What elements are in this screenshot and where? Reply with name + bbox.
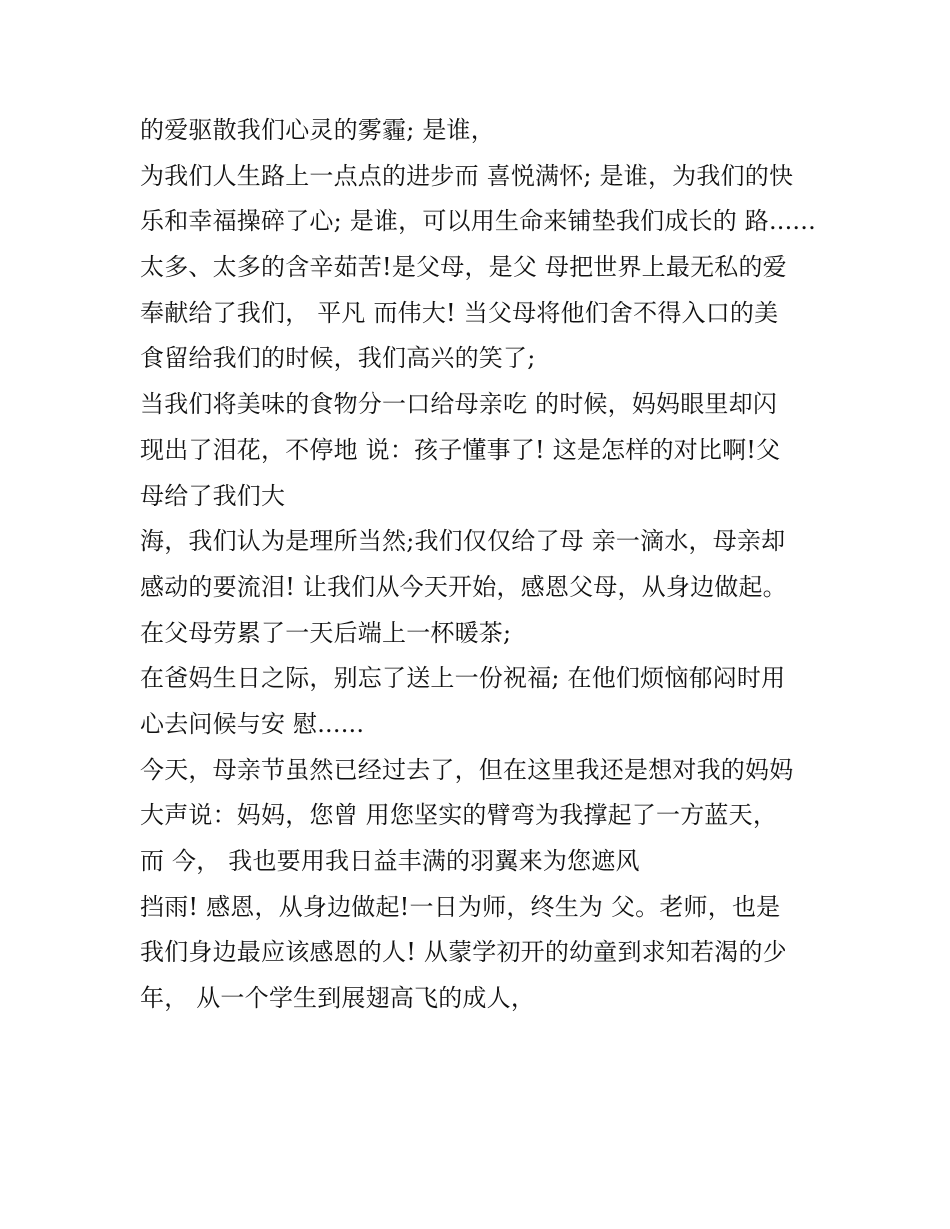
text-line: 年， 从一个学生到展翅高飞的成人， — [140, 984, 536, 1013]
text-line: 挡雨! 感恩，从身边做起!一日为师，终生为 父。老师，也是 — [140, 892, 781, 921]
text-line: 太多、太多的含辛茹苦!是父母，是父 母把世界上最无私的爱 — [140, 253, 787, 282]
text-line: 大声说：妈妈，您曾 用您坚实的臂弯为我撑起了一方蓝天， — [140, 801, 778, 830]
text-line: 为我们人生路上一点点的进步而 喜悦满怀; 是谁，为我们的快 — [140, 161, 794, 190]
text-line: 今天，母亲节虽然已经过去了，但在这里我还是想对我的妈妈 — [140, 755, 794, 784]
text-line: 食留给我们的时候，我们高兴的笑了; — [140, 344, 536, 373]
text-line: 海，我们认为是理所当然;我们仅仅给了母 亲一滴水，母亲却 — [140, 527, 786, 556]
text-line: 乐和幸福操碎了心; 是谁，可以用生命来铺垫我们成长的 路...... — [140, 207, 816, 236]
text-line: 我们身边最应该感恩的人! 从蒙学初开的幼童到求知若渴的少 — [140, 938, 787, 967]
text-line: 心去问候与安 慰...... — [140, 709, 365, 738]
text-line: 而 今， 我也要用我日益丰满的羽翼来为您遮风 — [140, 847, 640, 875]
text-line: 在爸妈生日之际，别忘了送上一份祝福; 在他们烦恼郁闷时用 — [140, 664, 786, 693]
text-line: 的爱驱散我们心灵的雾霾; 是谁， — [140, 116, 495, 144]
text-line: 在父母劳累了一天后端上一杯暖茶; — [140, 618, 512, 647]
text-line: 感动的要流泪! 让我们从今天开始，感恩父母，从身边做起。 — [140, 572, 787, 601]
text-line: 现出了泪花，不停地 说：孩子懂事了! 这是怎样的对比啊!父 — [140, 435, 781, 464]
document-body — [140, 108, 840, 1022]
text-line: 当我们将美味的食物分一口给母亲吃 的时候，妈妈眼里却闪 — [140, 390, 778, 419]
text-line: 母给了我们大 — [140, 481, 286, 510]
text-line: 奉献给了我们， 平凡 而伟大! 当父母将他们舍不得入口的美 — [140, 298, 779, 327]
